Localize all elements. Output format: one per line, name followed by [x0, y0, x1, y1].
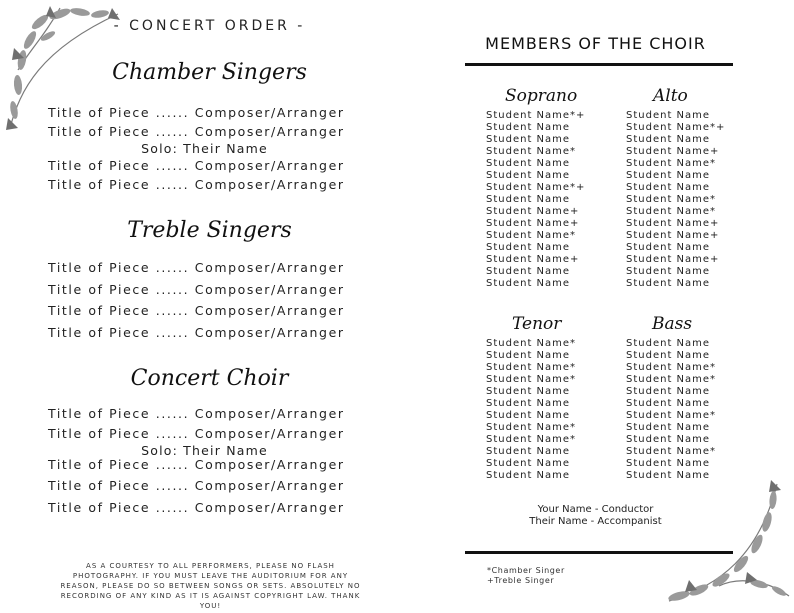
members-heading: MEMBERS OF THE CHOIR: [485, 34, 706, 53]
member-name: Student Name+: [626, 254, 720, 265]
legend-chamber-singer: *Chamber Singer: [487, 566, 565, 575]
voice-title-bass: Bass: [652, 314, 693, 334]
member-name: Student Name*: [486, 422, 577, 433]
member-name: Student Name: [626, 170, 711, 181]
program-piece: Title of Piece ...... Composer/Arranger: [48, 325, 345, 340]
member-name: Student Name: [486, 470, 571, 481]
member-name: Student Name: [626, 242, 711, 253]
program-piece: Title of Piece ...... Composer/Arranger: [48, 124, 345, 139]
member-name: Student Name: [486, 398, 571, 409]
member-name: Student Name*+: [626, 122, 726, 133]
program-piece: Title of Piece ...... Composer/Arranger: [48, 177, 345, 192]
section-title: Chamber Singers: [112, 60, 307, 85]
voice-title-tenor: Tenor: [512, 314, 562, 334]
member-name: Student Name: [486, 194, 571, 205]
solo-credit: Solo: Their Name: [141, 443, 268, 458]
program-piece: Title of Piece ...... Composer/Arranger: [48, 105, 345, 120]
member-name: Student Name*: [486, 230, 577, 241]
member-name: Student Name+: [626, 218, 720, 229]
alto-list: [626, 110, 725, 290]
section-concert-choir: [0, 366, 397, 401]
voice-legend: [487, 566, 565, 586]
program-piece: Title of Piece ...... Composer/Arranger: [48, 282, 345, 297]
voice-title-alto: Alto: [653, 86, 688, 106]
member-name: Student Name: [486, 458, 571, 469]
program-piece: Title of Piece ...... Composer/Arranger: [48, 260, 345, 275]
program-piece: Title of Piece ...... Composer/Arranger: [48, 478, 345, 493]
member-name: Student Name: [626, 350, 711, 361]
audience-disclaimer: AS A COURTESY TO ALL PERFORMERS, PLEASE NO FLASH PHOTOGRAPHY. IF YOU MUST LEAVE THE AUDITORIUM FOR ANY REASON, PLEASE DO SO BETWEEN SONGS OR SETS. ABSOLUTELY NO RECORDING OF ANY KIND AS IT IS AGAINST COPYRIGHT LAW. THANK YOU!: [60, 562, 361, 610]
member-name: Student Name*: [626, 206, 717, 217]
member-name: Student Name: [626, 434, 711, 445]
member-name: Student Name+: [486, 218, 580, 229]
tenor-list: [486, 338, 576, 482]
member-name: Student Name: [626, 266, 711, 277]
member-name: Student Name: [486, 134, 571, 145]
program-piece: Title of Piece ...... Composer/Arranger: [48, 406, 345, 421]
member-name: Student Name: [626, 110, 711, 121]
member-name: Student Name: [486, 170, 571, 181]
member-name: Student Name*: [626, 362, 717, 373]
legend-treble-singer: +Treble Singer: [487, 576, 555, 585]
member-name: Student Name: [486, 266, 571, 277]
program-piece: Title of Piece ...... Composer/Arranger: [48, 457, 345, 472]
member-name: Student Name*: [626, 374, 717, 385]
choir-members-panel: [397, 0, 794, 613]
section-title: Concert Choir: [130, 366, 289, 391]
member-name: Student Name: [626, 422, 711, 433]
member-name: Student Name: [626, 134, 711, 145]
member-name: Student Name: [626, 338, 711, 349]
member-name: Student Name+: [626, 230, 720, 241]
member-name: Student Name: [486, 350, 571, 361]
member-name: Student Name: [626, 398, 711, 409]
member-name: Student Name*: [486, 146, 577, 157]
member-name: Student Name+: [486, 206, 580, 217]
member-name: Student Name*+: [486, 110, 586, 121]
member-name: Student Name: [626, 458, 711, 469]
section-treble-singers: [0, 218, 397, 253]
member-name: Student Name*: [486, 338, 577, 349]
program-piece: Title of Piece ...... Composer/Arranger: [48, 158, 345, 173]
conductor-credit: Your Name - Conductor: [537, 504, 654, 515]
program-piece: Title of Piece ...... Composer/Arranger: [48, 426, 345, 441]
member-name: Student Name: [486, 278, 571, 289]
member-name: Student Name*: [626, 194, 717, 205]
section-title: Treble Singers: [127, 218, 292, 243]
program-piece: Title of Piece ...... Composer/Arranger: [48, 303, 345, 318]
foliage-bottom-right-icon: [659, 476, 794, 613]
section-chamber-singers: [0, 60, 397, 95]
member-name: Student Name: [626, 386, 711, 397]
member-name: Student Name*: [486, 362, 577, 373]
accompanist-credit: Their Name - Accompanist: [529, 516, 662, 527]
member-name: Student Name*: [486, 374, 577, 385]
member-name: Student Name*: [626, 446, 717, 457]
solo-credit: Solo: Their Name: [141, 141, 268, 156]
member-name: Student Name*: [626, 410, 717, 421]
member-name: Student Name: [486, 386, 571, 397]
member-name: Student Name+: [486, 254, 580, 265]
member-name: Student Name: [486, 158, 571, 169]
member-name: Student Name*: [626, 158, 717, 169]
member-name: Student Name: [486, 446, 571, 457]
soprano-list: [486, 110, 585, 290]
member-name: Student Name+: [626, 146, 720, 157]
member-name: Student Name: [626, 278, 711, 289]
member-name: Student Name: [626, 470, 711, 481]
member-name: Student Name: [486, 410, 571, 421]
member-name: Student Name: [486, 122, 571, 133]
member-name: Student Name: [626, 182, 711, 193]
program-piece: Title of Piece ...... Composer/Arranger: [48, 500, 345, 515]
top-divider: [465, 63, 733, 66]
voice-title-soprano: Soprano: [505, 86, 578, 106]
member-name: Student Name*: [486, 434, 577, 445]
member-name: Student Name: [486, 242, 571, 253]
concert-order-heading: - CONCERT ORDER -: [113, 18, 306, 34]
member-name: Student Name*+: [486, 182, 586, 193]
bass-list: [626, 338, 716, 482]
